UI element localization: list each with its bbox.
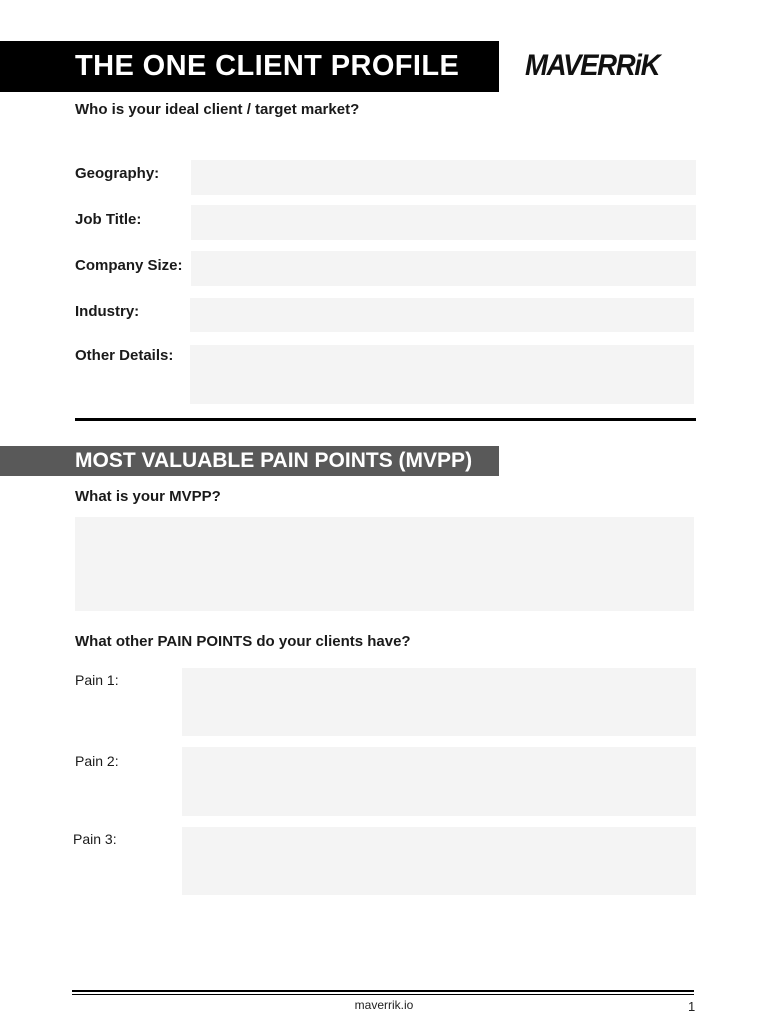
other-details-field[interactable] <box>190 345 694 404</box>
pain-3-field[interactable] <box>182 827 696 895</box>
other-details-label: Other Details: <box>75 347 174 364</box>
maverrik-logo: MAVERRiK <box>525 49 660 82</box>
section-divider <box>75 418 696 421</box>
job-title-field[interactable] <box>191 205 696 240</box>
pain-2-label: Pain 2: <box>75 753 119 769</box>
footer-url: maverrik.io <box>354 998 414 1012</box>
mvpp-heading: MOST VALUABLE PAIN POINTS (MVPP) <box>75 449 473 472</box>
company-size-field[interactable] <box>191 251 696 286</box>
pain-3-label: Pain 3: <box>73 831 117 847</box>
page-number: 1 <box>688 999 696 1014</box>
industry-field[interactable] <box>190 298 694 332</box>
mvpp-field[interactable] <box>75 517 694 611</box>
job-title-label: Job Title: <box>75 211 142 228</box>
industry-label: Industry: <box>75 303 140 320</box>
page-title: THE ONE CLIENT PROFILE <box>75 50 460 82</box>
pain-1-label: Pain 1: <box>75 672 119 688</box>
pain-1-field[interactable] <box>182 668 696 736</box>
footer-rule-thin <box>72 994 694 995</box>
other-pain-points-question: What other PAIN POINTS do your clients have? <box>75 633 411 650</box>
pain-2-field[interactable] <box>182 747 696 816</box>
footer-rule <box>72 990 694 992</box>
geography-field[interactable] <box>191 160 696 195</box>
geography-label: Geography: <box>75 165 160 182</box>
company-size-label: Company Size: <box>75 257 183 274</box>
mvpp-question: What is your MVPP? <box>75 488 221 505</box>
ideal-client-question: Who is your ideal client / target market? <box>75 101 360 118</box>
